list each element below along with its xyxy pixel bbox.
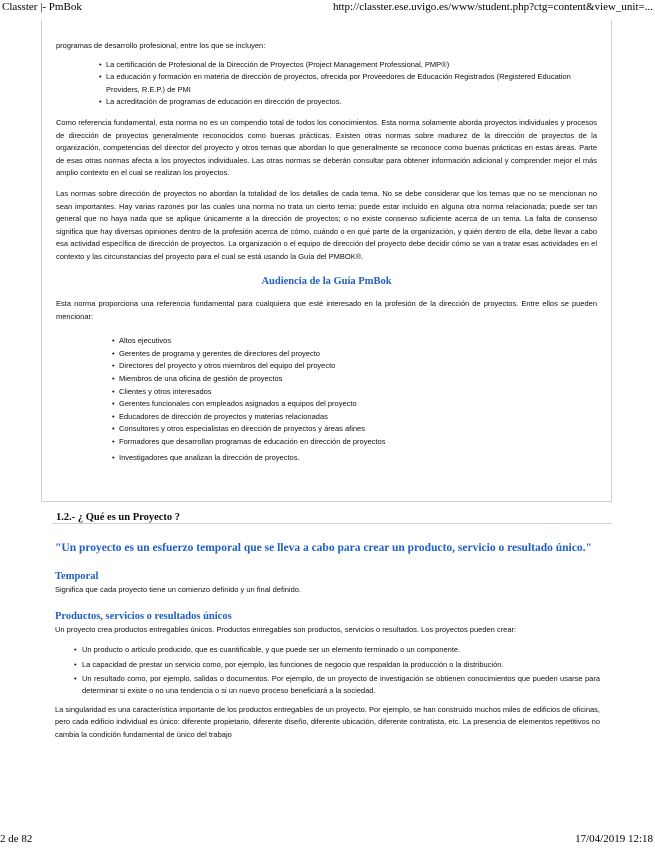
products-item: • Un resultado como, por ejemplo, salidas o documentos. Por ejemplo, de un proyecto de investigación se obtienen conocimientos que pueden usarse para determinar si existe o no una tendencia o si un nuevo proceso beneficiará a la sociedad.: [82, 673, 600, 697]
temporal-heading: Temporal: [55, 571, 99, 582]
audience-item: • Gerentes funcionales con empleados asignados a equipos del proyecto: [119, 398, 597, 411]
print-page-url: http://classter.ese.uvigo.es/www/student.php?ctg=content&view_unit=...: [332, 1, 653, 13]
panel-paragraph-2: Las normas sobre dirección de proyectos no abordan la totalidad de los detalles de cada tema. No se debe considerar que los temas que no se mencionan no sean importantes. Hay varias razones por las cuales una norma no trata un cierto tema: puede estar incluido en alguna otra norma relacionada; puede ser tan general que no haya nada que se aplique únicamente a la dirección de proyectos; o no existe consenso suficiente acerca de un tema. La falta de consenso significa que hay diversas opiniones dentro de la profesión acerca de cómo, cuándo o en qué parte de la organización, y quién dentro de ella, debe llevar a cabo esa actividad específica de dirección de proyectos. La organización o el equipo de dirección del proyecto debe decidir cómo se van a tratar esas actividades en el contexto y las circunstancias del proyecto para el cual se está usando la Guía del PMBOK®.: [56, 188, 597, 261]
cert-item: • La acreditación de programas de educación en dirección de proyectos.: [106, 96, 597, 109]
closing-paragraph: La singularidad es una característica importante de los productos entregables de un proyecto. Por ejemplo, se han construido muchos miles de edificios de oficinas, pero cada edificio individual es único: diferente propietario, diferente diseño, diferente ubicación, diferente contratista, etc. La presencia de elementos repetitivos no cambia la condición fundamental de único del trabajo: [55, 705, 600, 739]
panel-paragraph-1: Como referencia fundamental, esta norma no es un compendio total de todos los conocimientos. Esta norma solamente aborda proyectos individuales y procesos de dirección de proyectos generalmente reconocidos como buenas prácticas. Existen otras normas sobre madurez de la dirección de proyectos de la organización, competencias del director del proyecto y otros temas que abordan lo que generalmente se reconoce como buenas prácticas en estas áreas. Parte de esas otras normas afecta a los proyectos individuales. Las otras normas se deberán consultar para obtener información adicional y comprender mejor el más amplio contexto en el cual se realizan los proyectos.: [56, 117, 597, 178]
audience-item: • Directores del proyecto y otros miembros del equipo del proyecto: [119, 360, 597, 373]
page-number: 2 de 82: [0, 833, 33, 845]
print-footer: [0, 832, 655, 848]
audience-item: • Miembros de una oficina de gestión de proyectos: [119, 373, 597, 386]
products-heading: Productos, servicios o resultados únicos: [55, 611, 232, 623]
audience-item: • Investigadores que analizan la dirección de proyectos.: [119, 452, 597, 465]
content-panel: [41, 20, 612, 502]
cert-item: • La certificación de Profesional de la Dirección de Proyectos (Project Management Professional, PMP®): [106, 59, 597, 72]
print-header: [0, 0, 655, 18]
products-item: • La capacidad de prestar un servicio como, por ejemplo, las funciones de negocio que respaldan la producción o la distribución.: [82, 659, 600, 671]
audience-item: • Formadores que desarrollan programas de educación en dirección de proyectos: [119, 436, 597, 449]
audience-item: • Consultores y otros especialistas en dirección de proyectos y áreas afines: [119, 423, 597, 436]
print-page-title: Classter |- PmBok: [2, 1, 82, 13]
main-content: [55, 540, 600, 741]
audience-heading: Audiencia de la Guía PmBok: [261, 275, 392, 287]
cert-item: • La educación y formación en materia de dirección de proyectos, ofrecida por Proveedores de Educación Registrados (Registered Education Providers, R.E.P.) de PMI: [106, 71, 597, 96]
temporal-text: Significa que cada proyecto tiene un comienzo definido y un final definido.: [55, 585, 301, 594]
audience-list: [56, 335, 597, 464]
audience-item: • Altos ejecutivos: [119, 335, 597, 348]
print-datetime: 17/04/2019 12:18: [575, 833, 653, 845]
cert-list: [56, 59, 597, 109]
audience-item: • Gerentes de programa y gerentes de directores del proyecto: [119, 348, 597, 361]
audience-intro: Esta norma proporciona una referencia fundamental para cualquiera que esté interesado en la profesión de la dirección de proyectos. Entre ellos se pueden mencionar:: [56, 299, 597, 321]
audience-item: • Educadores de dirección de proyectos y materias relacionadas: [119, 411, 597, 424]
panel-intro: programas de desarrollo profesional, entre los que se incluyen:: [56, 41, 266, 50]
section-title: 1.2.- ¿ Qué es un Proyecto ?: [56, 512, 181, 523]
products-item: • Un producto o artículo producido, que es cuantificable, y que puede ser un elemento terminado o un componente.: [82, 644, 600, 656]
project-definition-quote: "Un proyecto es un esfuerzo temporal que se lleva a cabo para crear un producto, servicio o resultado único.": [55, 542, 592, 554]
products-intro: Un proyecto crea productos entregables únicos. Productos entregables son productos, servicios o resultados. Los proyectos pueden crear:: [55, 625, 517, 635]
section-title-bar: [52, 507, 612, 524]
audience-item: • Clientes y otros interesados: [119, 386, 597, 399]
products-list: [55, 644, 600, 697]
